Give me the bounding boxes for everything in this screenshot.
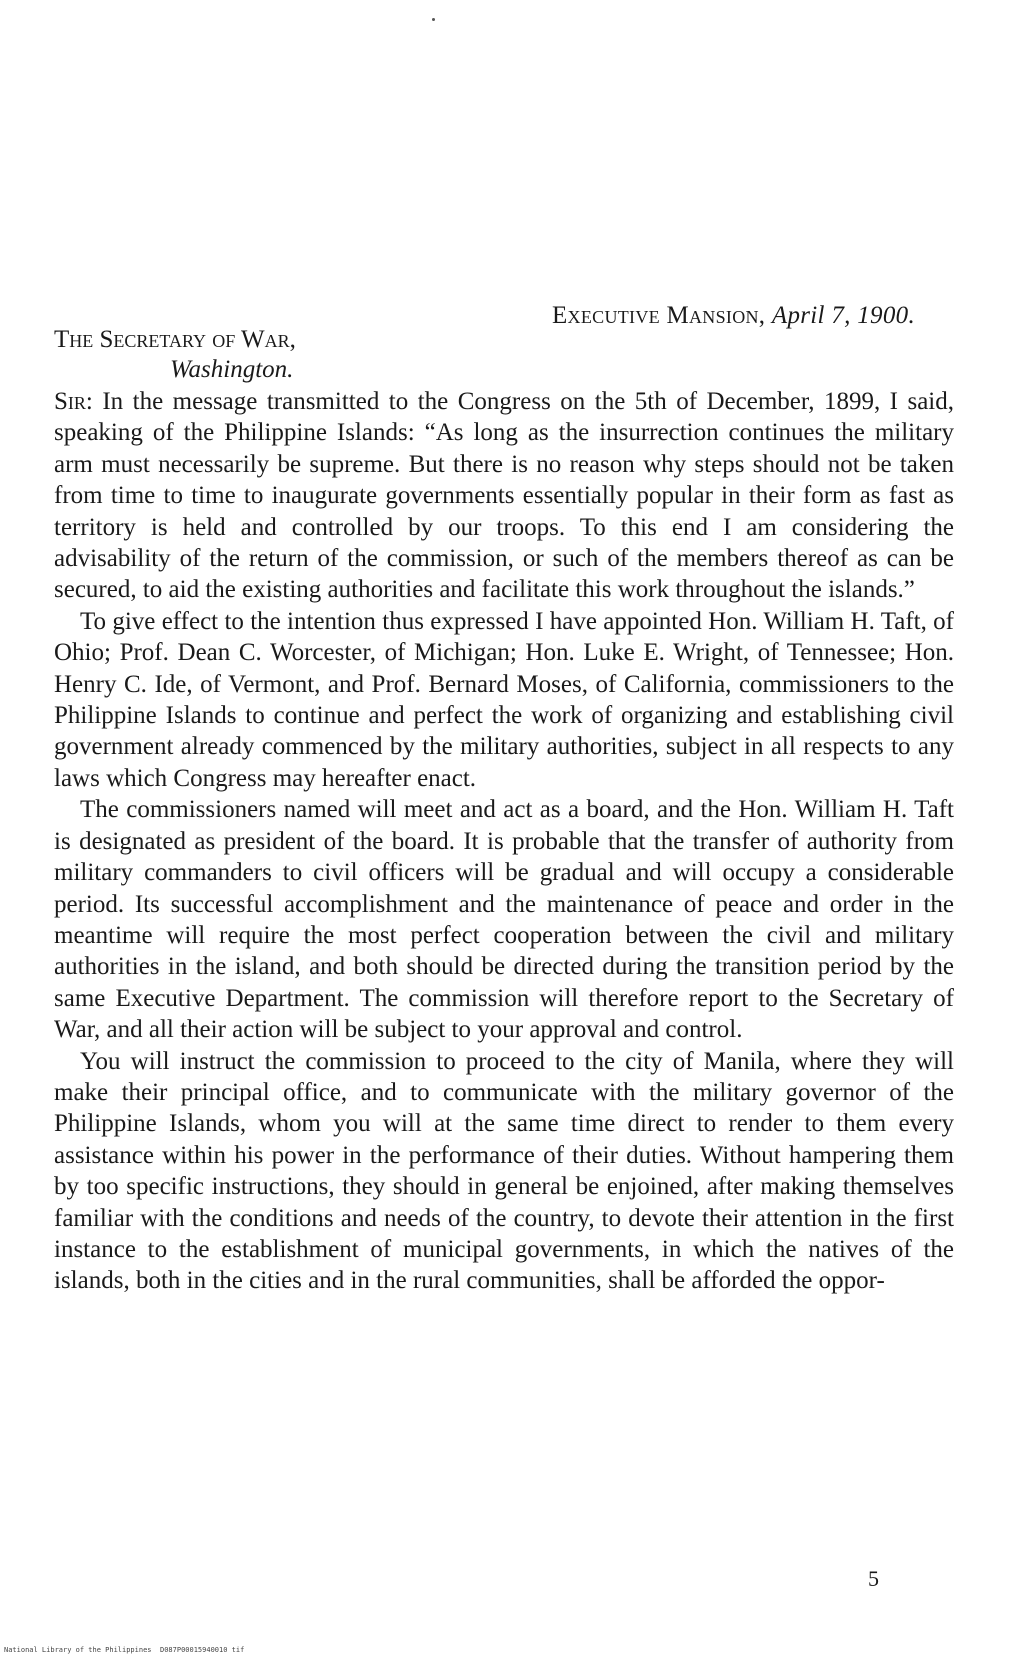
dateline xyxy=(552,302,915,330)
salutation: Sir: xyxy=(54,388,103,415)
page-number: 5 xyxy=(868,1566,879,1591)
paragraph-1-text: In the message transmitted to the Congress on the 5th of December, 1899, I said, speaking of the Philippine Islands: “As long as the insurrection continues the military arm must necessarily be supreme. But there is no reason why steps should not be taken from time to time to inaugurate governments essentially popular in their form as fast as territory is held and controlled by our troops. To this end I am considering the advisability of the return of the commission, or such of the members thereof as can be secured, to aid the existing authorities and facilitate this work throughout the islands.” xyxy=(54,388,954,604)
paragraph-1 xyxy=(54,386,954,606)
paragraph-3: The commissioners named will meet and act as a board, and the Hon. William H. Taft is designated as president of the board. It is probable that the transfer of authority from military commanders to civil officers will be gradual and will occupy a considerable period. Its successful accomplishment and the maintenance of peace and order in the meantime will require the most perfect cooperation between the civil and military authorities in the island, and both should be directed during the transition period by the same Executive Department. The commission will therefore report to the Secretary of War, and all their action will be subject to your approval and control. xyxy=(54,796,954,1044)
letter-body xyxy=(54,386,954,1297)
footer-library: National Library of the Philippines xyxy=(4,1646,152,1654)
dateline-date: April 7, 1900. xyxy=(771,302,915,329)
scan-speck xyxy=(432,18,435,21)
addressee-city: Washington. xyxy=(170,356,294,383)
paragraph-4: You will instruct the commission to proceed to the city of Manila, where they will make their principal office, and to communicate with the military governor of the Philippine Islands, whom you will at the same time direct to render to them every assistance within his power in the performance of their duties. Without hampering them by too specific instructions, they should in general be enjoined, after making themselves familiar with the conditions and needs of the country, to devote their attention in the first instance to the establishment of municipal governments, in which the natives of the islands, both in the cities and in the rural communities, shall be afforded the oppor- xyxy=(54,1047,954,1295)
dateline-place: Executive Mansion, xyxy=(551,302,772,329)
footer-filename: D087P00015940010 tif xyxy=(160,1646,245,1654)
paragraph-2: To give effect to the intention thus expressed I have appointed Hon. William H. Taft, of Ohio; Prof. Dean C. Worcester, of Michigan; Hon. Luke E. Wright, of Tennessee; Hon. Henry C. Ide, of Vermont, and Prof. Bernard Moses, of California, commissioners to the Philippine Islands to continue and perfect the work of organizing and establishing civil government already commenced by the military authorities, subject in all respects to any laws which Congress may hereafter enact. xyxy=(54,607,954,792)
addressee: The Secretary of War, xyxy=(54,326,296,353)
